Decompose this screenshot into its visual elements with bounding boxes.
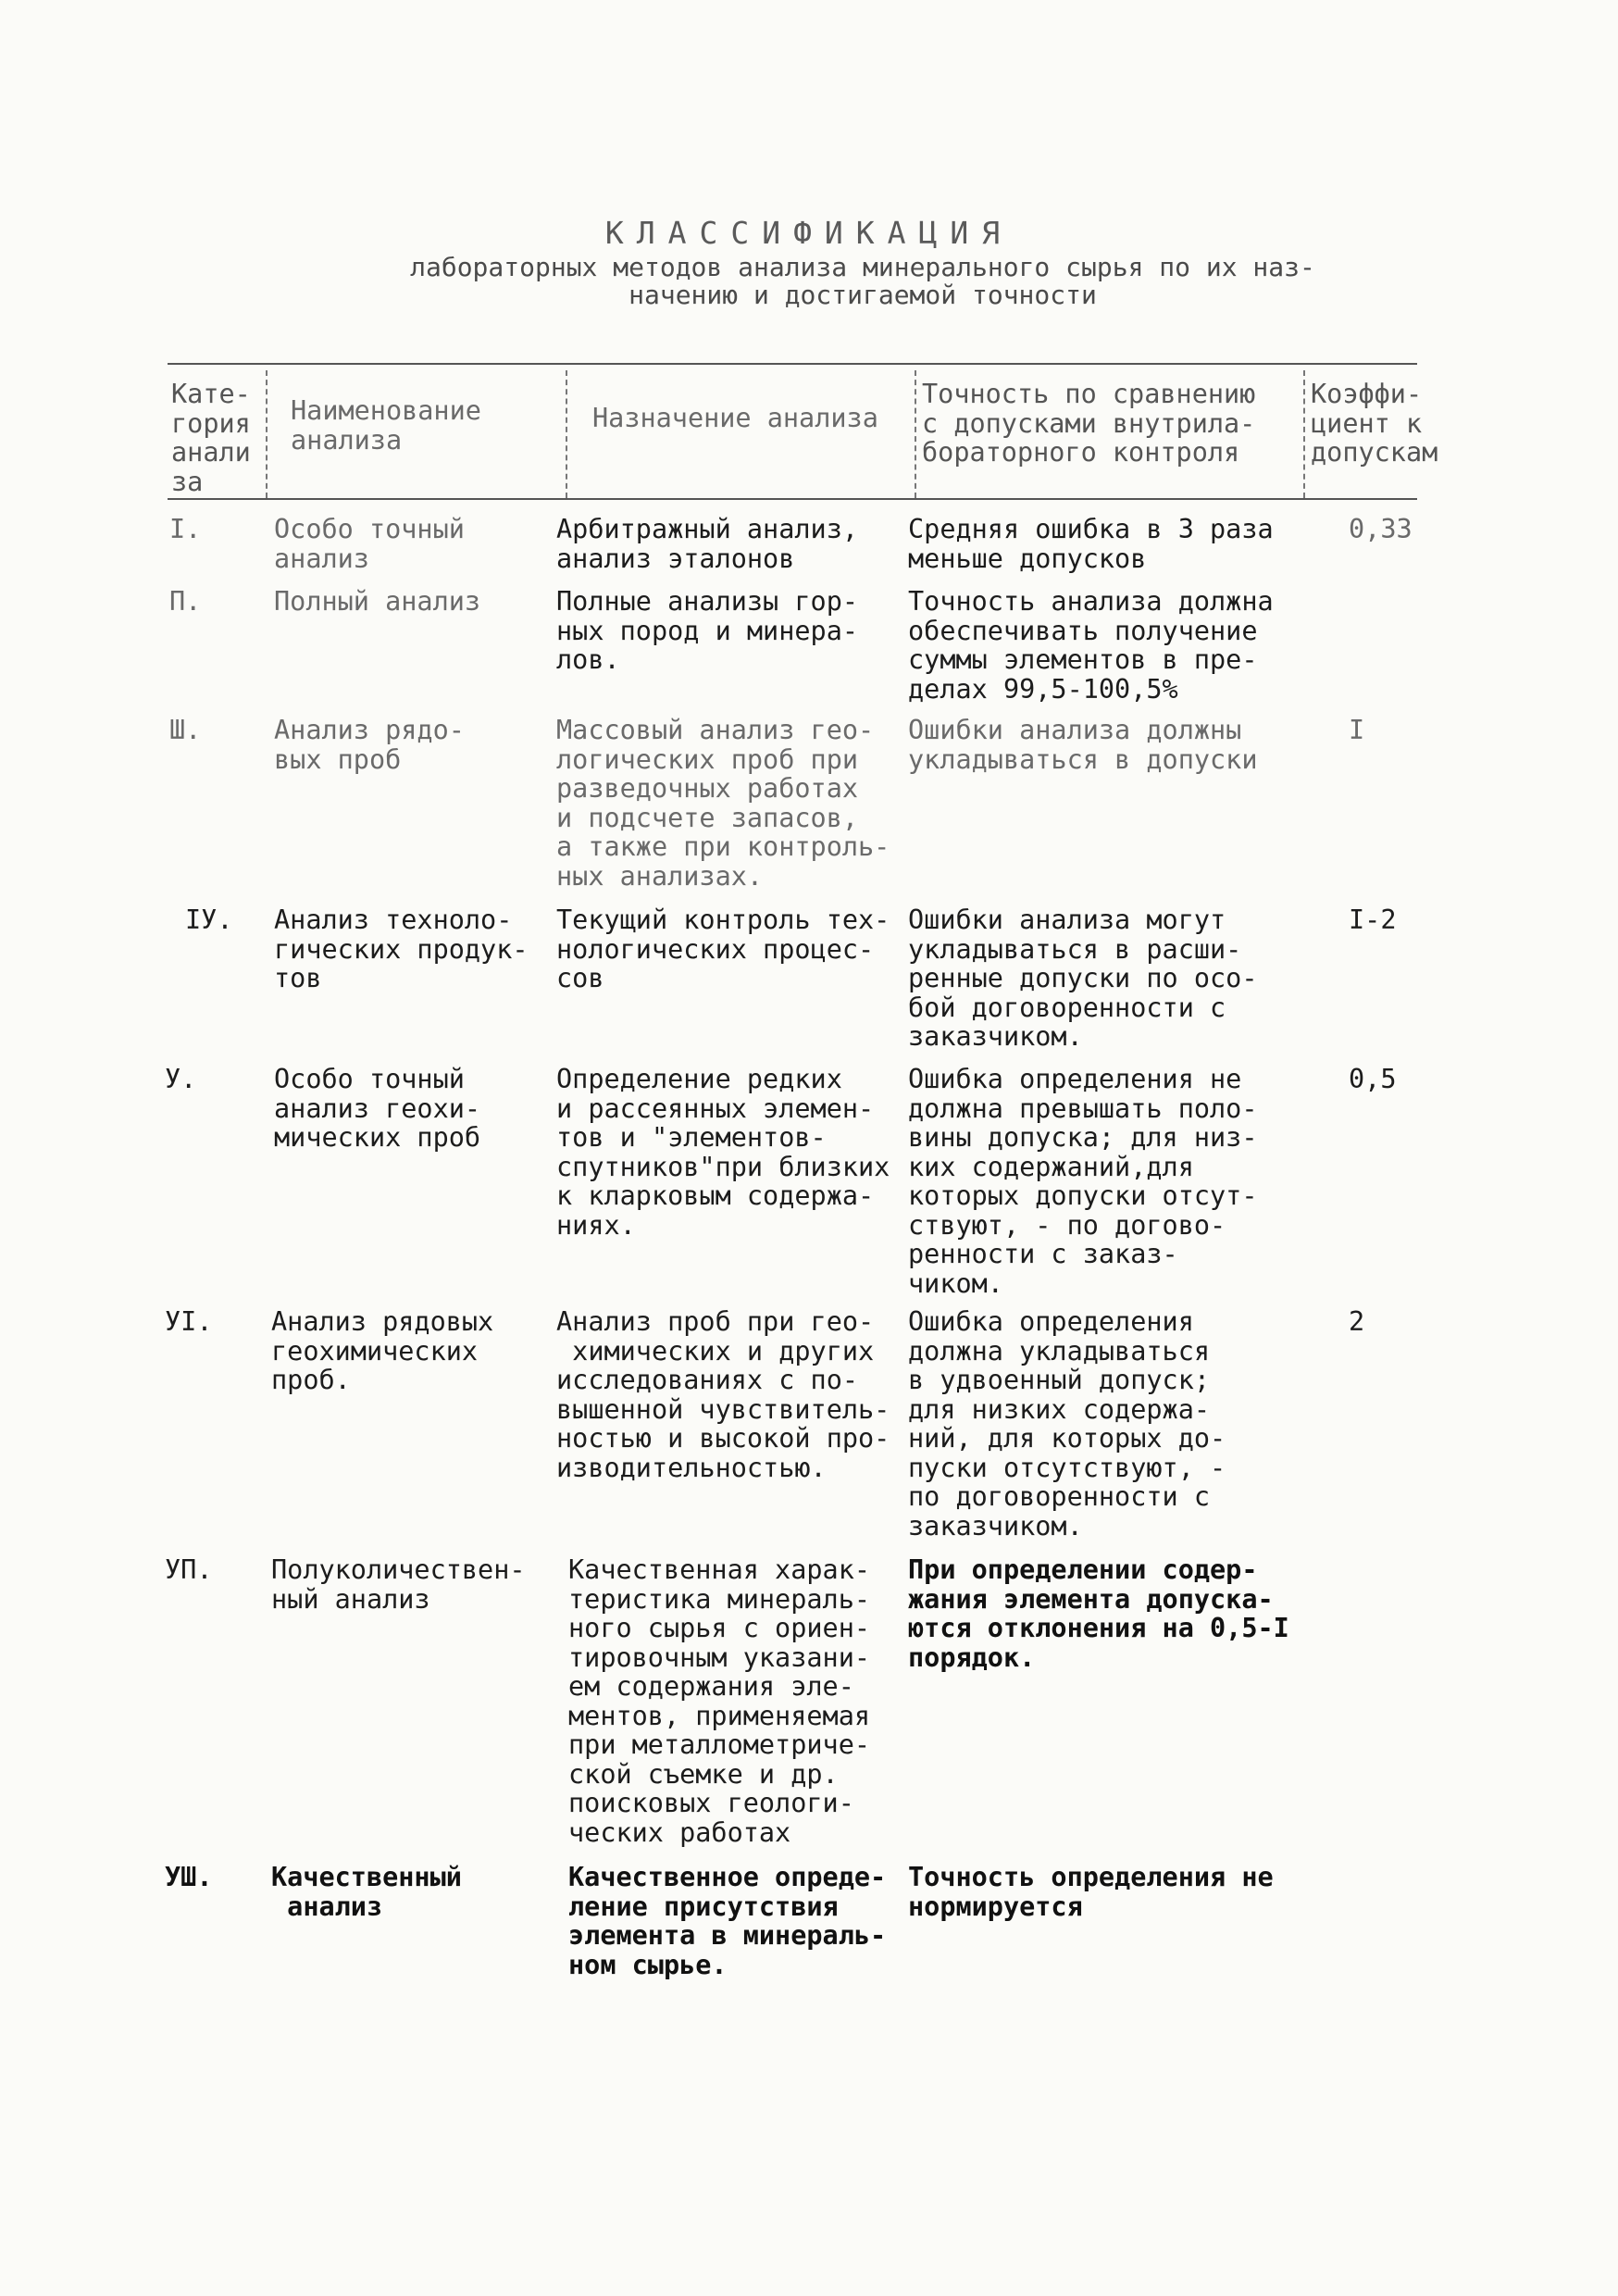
row1-accuracy: Средняя ошибка в 3 раза меньше допусков — [908, 514, 1274, 574]
header-separator — [266, 370, 268, 498]
row1-purpose: Арбитражный анализ, анализ эталонов — [556, 514, 859, 574]
row4-name: Анализ техноло- гических продук- тов — [274, 905, 529, 993]
row5-accuracy: Ошибка определения не должна превышать поло- вины допуска; для низ- ких содержаний,для которых допуски отсут- ствуют, - по догово- ренности с заказ- чиком. — [908, 1064, 1258, 1299]
subtitle-line: начению и достигаемой точности — [629, 280, 1097, 310]
row3-coefficient: I — [1349, 715, 1365, 745]
document-subtitle — [344, 254, 1381, 309]
row6-purpose: Анализ проб при гео- химических и других исследованиях с по- вышенной чувствитель- ностью и высокой про- изводительностью. — [556, 1306, 890, 1483]
row6-name: Анализ рядовых геохимических проб. — [271, 1306, 494, 1395]
row7-category: УП. — [165, 1554, 213, 1585]
header-accuracy: Точность по сравнению с допусками внутрила- бораторного контроля — [922, 379, 1256, 468]
row5-category: У. — [165, 1064, 197, 1094]
row1-name: Особо точный анализ — [274, 514, 465, 574]
header-separator — [566, 370, 567, 498]
row7-name: Полуколичествен- ный анализ — [271, 1554, 526, 1615]
row4-category: IУ. — [185, 905, 233, 935]
row3-category: Ш. — [169, 715, 202, 745]
row8-accuracy: Точность определения не нормируется — [908, 1862, 1274, 1922]
row3-name: Анализ рядо- вых проб — [274, 715, 465, 775]
row5-name: Особо точный анализ геохи- мических проб — [274, 1064, 481, 1153]
header-separator — [915, 370, 916, 498]
header-separator — [1303, 370, 1305, 498]
header-category: Кате- гория анали за — [171, 379, 251, 497]
row2-name: Полный анализ — [274, 586, 481, 617]
row8-purpose: Качественное опреде- ление присутствия элемента в минераль- ном сырье. — [568, 1862, 887, 1980]
row1-coefficient: 0,33 — [1349, 514, 1413, 544]
header-coefficient: Коэффи- циент к допускам — [1311, 379, 1438, 468]
row8-name: Качественный анализ — [271, 1862, 462, 1922]
row4-coefficient: I-2 — [1349, 905, 1397, 935]
row8-category: УШ. — [165, 1862, 213, 1892]
row2-category: П. — [169, 586, 202, 617]
row1-category: I. — [169, 514, 202, 544]
header-purpose: Назначение анализа — [592, 403, 878, 433]
row2-accuracy: Точность анализа должна обеспечивать получение суммы элементов в пре- делах 99,5-100,5% — [908, 586, 1274, 705]
row6-category: УI. — [165, 1306, 213, 1337]
header-name: Наименование анализа — [291, 395, 481, 455]
document-title: КЛАССИФИКАЦИЯ — [604, 215, 1014, 251]
row5-coefficient: 0,5 — [1349, 1064, 1397, 1094]
row7-purpose: Качественная харак- теристика минераль- ного сырья с ориен- тировочным указани- ем содержания эле- ментов, применяемая при металлометриче- ской съемке и др. поисковых геологи- ческих работах — [568, 1554, 871, 1848]
row3-accuracy: Ошибки анализа должны укладываться в допуски — [908, 715, 1258, 775]
row7-accuracy: При определении содер- жания элемента допуска- ются отклонения на 0,5-I порядок. — [908, 1554, 1289, 1673]
row5-purpose: Определение редких и рассеянных элемен- тов и "элементов- спутников"при близких к кларковым содержа- ниях. — [556, 1064, 890, 1241]
row3-purpose: Массовый анализ гео- логических проб при разведочных работах и подсчете запасов, а также при контроль- ных анализах. — [556, 715, 890, 892]
table-top-rule — [168, 363, 1417, 365]
row4-purpose: Текущий контроль тех- нологических процес- сов — [556, 905, 890, 993]
table-header-rule — [168, 498, 1417, 500]
row6-coefficient: 2 — [1349, 1306, 1365, 1337]
row6-accuracy: Ошибка определения должна укладываться в удвоенный допуск; для низких содержа- ний, для которых до- пуски отсутствуют, - по договоренности с заказчиком. — [908, 1306, 1226, 1541]
row2-purpose: Полные анализы гор- ных пород и минера- лов. — [556, 586, 859, 675]
subtitle-line: лабораторных методов анализа минерального сырья по их наз- — [410, 252, 1315, 282]
row4-accuracy: Ошибки анализа могут укладываться в расши- ренные допуски по осо- бой договоренности с заказчиком. — [908, 905, 1258, 1052]
